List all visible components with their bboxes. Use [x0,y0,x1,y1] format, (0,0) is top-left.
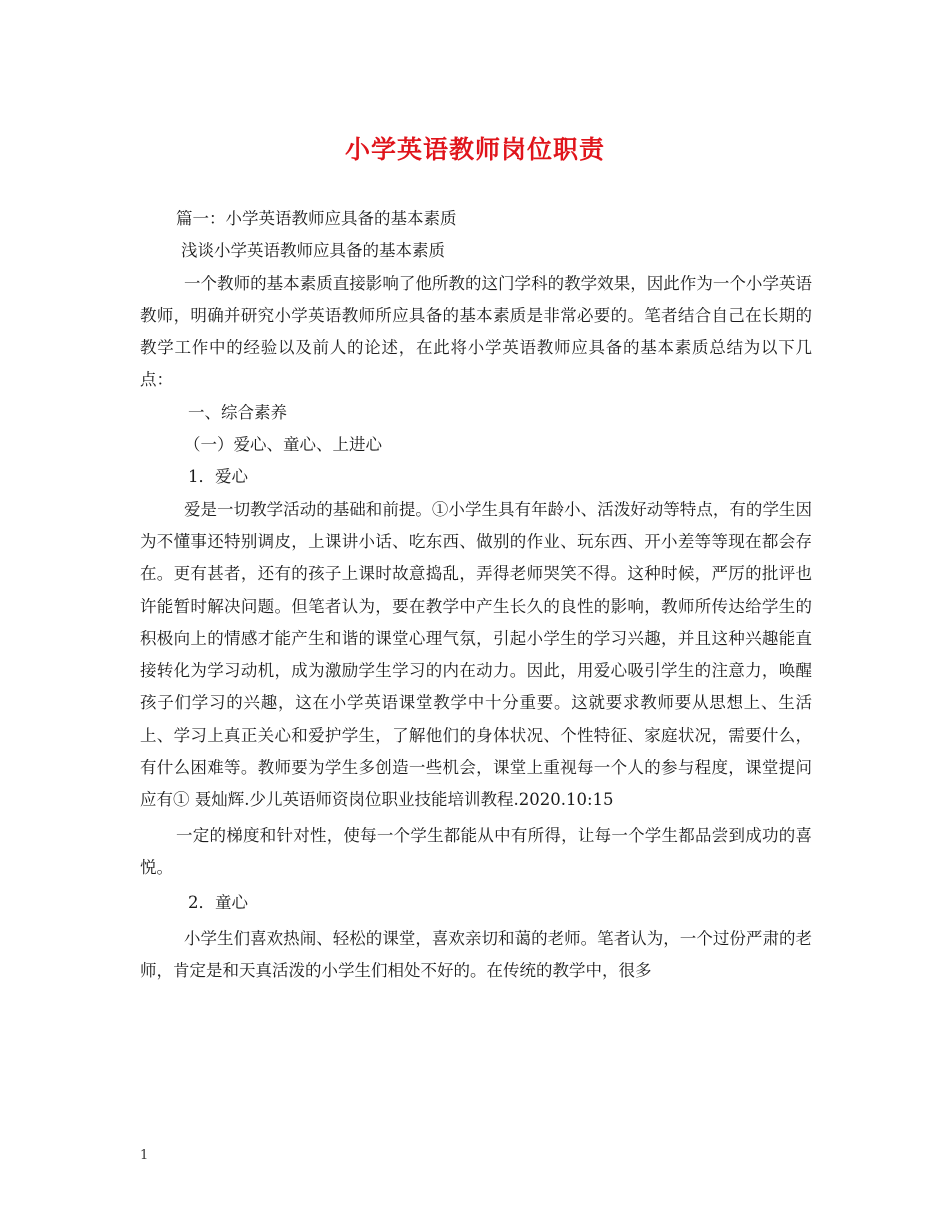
paragraph-heading-childlike: 2．童心 [188,893,248,913]
paragraph-intro: 一个教师的基本素质直接影响了他所教的这门学科的教学效果，因此作为一个小学英语教师，明确并研究小学英语教师所应具备的基本素质是非常必要的。笔者结合自己在长期的教学工作中的经验以及前人的论述，在此将小学英语教师应具备的基本素质总结为以下几点： [140,273,812,390]
paragraph-love-body: 爱是一切教学活动的基础和前提。①小学生具有年龄小、活泼好动等特点，有的学生因为不懂事还特别调皮，上课讲小话、吃东西、做别的作业、玩东西、开小差等等现在都会存在。更有甚者，还有的孩子上课时故意捣乱，弄得老师哭笑不得。这种时候，严厉的批评也许能暂时解决问题。但笔者认为，要在教学中产生长久的良性的影响，教师所传达给学生的积极向上的情感才能产生和谐的课堂心理气氛，引起小学生的学习兴趣，并且这种兴趣能直接转化为学习动机，成为激励学生学习的内在动力。因此，用爱心吸引学生的注意力，唤醒孩子们学习的兴趣，这在小学英语课堂教学中十分重要。这就要求教师要从思想上、生活上、学习上真正关心和爱护学生，了解他们的身体状况、个性特征、家庭状况，需要什么，有什么困难等。教师要为学生多创造一些机会，课堂上重视每一个人的参与程度，课堂提问应有① 聂灿辉.少儿英语师资岗位职业技能培训教程.2020.10:15 [140,499,812,810]
paragraph-heading-1-1: （一）爱心、童心、上进心 [184,435,382,455]
paragraph-love-continued: 一定的梯度和针对性，使每一个学生都能从中有所得，让每一个学生都品尝到成功的喜悦。 [140,825,812,877]
page-number: 1 [140,1148,149,1163]
paragraph-article-title: 浅谈小学英语教师应具备的基本素质 [181,241,445,261]
paragraph-section-heading: 篇一：小学英语教师应具备的基本素质 [176,209,457,228]
paragraph-heading-love: 1．爱心 [188,467,248,487]
paragraph-heading-1: 一、综合素养 [188,402,287,422]
paragraph-childlike-body: 小学生们喜欢热闹、轻松的课堂，喜欢亲切和蔼的老师。笔者认为，一个过份严肃的老师，肯定是和天真活泼的小学生们相处不好的。在传统的教学中，很多 [140,928,812,980]
document-body [140,203,812,987]
document-title: 小学英语教师岗位职责 [344,135,605,164]
